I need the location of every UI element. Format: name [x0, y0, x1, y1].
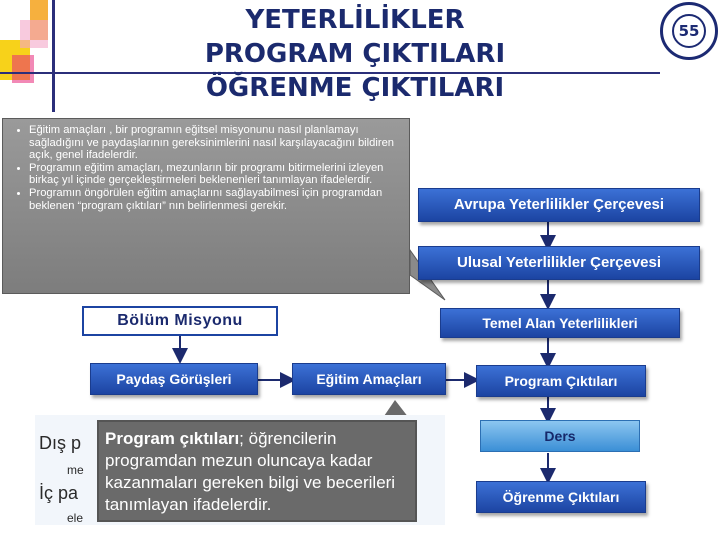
title-line-3: ÖĞRENME ÇIKTILARI	[205, 73, 505, 103]
program-ciktilari-definition	[97, 420, 417, 522]
box-egitim-amaclari: Eğitim Amaçları	[292, 363, 446, 395]
box-ders: Ders	[480, 420, 640, 452]
callout-bullet: • Eğitim amaçları , bir programın eğitsel misyonunu nasıl planlamayı sağladığını ve paydaşlarının gereksinimlerini nasıl karşılayacağını bildiren açık, genel ifadelerdir.	[29, 124, 401, 162]
definition-text: ; öğrencilerin programdan mezun oluncaya kadar kazanmaları gereken bilgi ve becerileri tanımlayan ifadelerdir.	[105, 429, 396, 514]
dis-paydas-label: Dış p	[39, 433, 82, 453]
box-ulusal-yeterlilikler: Ulusal Yeterlilikler Çerçevesi	[418, 246, 700, 280]
box-temel-alan-yeterlilikleri: Temel Alan Yeterlilikleri	[440, 308, 680, 338]
definition-callout	[2, 118, 410, 294]
box-program-ciktilari: Program Çıktıları	[476, 365, 646, 397]
box-bolum-misyonu: Bölüm Misyonu	[82, 306, 278, 336]
box-paydas-gorusleri: Paydaş Görüşleri	[90, 363, 258, 395]
box-avrupa-yeterlilikler: Avrupa Yeterlilikler Çerçevesi	[418, 188, 700, 222]
box-ogrenme-ciktilari: Öğrenme Çıktıları	[476, 481, 646, 513]
callout-bullet	[29, 187, 401, 212]
title-line-2: PROGRAM ÇIKTILARI	[204, 39, 506, 69]
definition-term: Program çıktıları	[105, 429, 240, 448]
title-line-1: YETERLİLİKLER	[245, 5, 465, 35]
dis-paydas-sub: me	[67, 463, 84, 477]
ic-paydas-label: İç pa	[39, 483, 79, 503]
callout-bullet: • Programın eğitim amaçları, mezunların bir programı bitirmelerini izleyen birkaç yıl içinde gerçekleştirmeleri beklenenleri tanımlayan ifadelerdir.	[29, 162, 401, 187]
logo-number: 55	[672, 14, 706, 48]
ic-paydas-sub: ele	[67, 511, 84, 525]
callout-bullet-text: Programın öngörülen eğitim amaçlarını sağlayabilmesi için programdan beklenen “program çıktıları” nın belirlenmesi gerekir.	[29, 186, 383, 212]
